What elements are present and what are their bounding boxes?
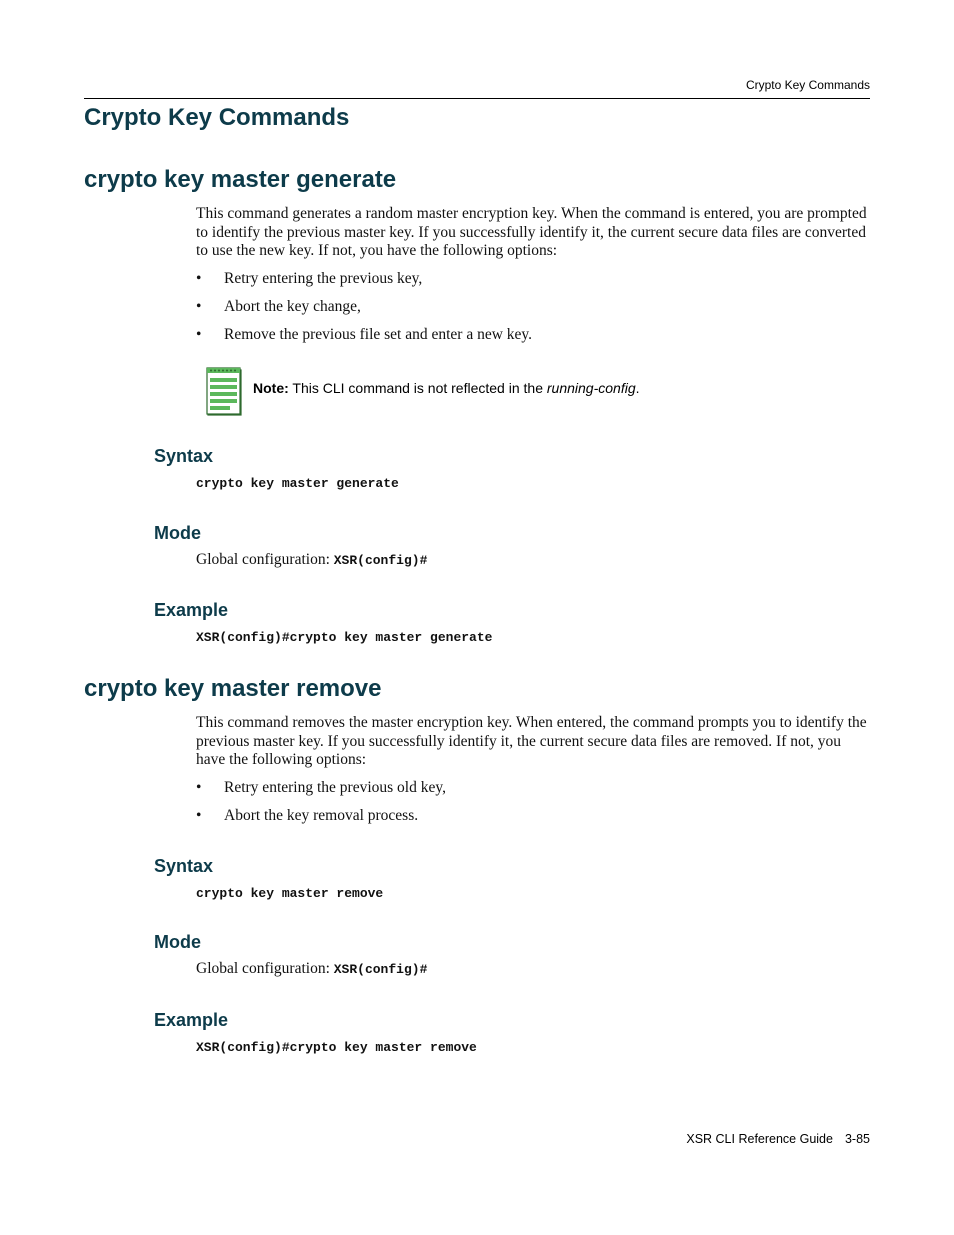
generate-title: crypto key master generate xyxy=(84,166,397,193)
remove-option: • Abort the key removal process. xyxy=(196,807,419,824)
page-number: 3-85 xyxy=(844,1132,870,1146)
note-text: This CLI command is not reflected in the xyxy=(292,380,543,396)
generate-mode: Global configuration: XSR(config)# xyxy=(196,551,428,568)
bullet-icon: • xyxy=(196,298,202,315)
generate-description: This command generates a random master encryption key. When the command is entered, you are prompted to identify the previous master key. If you successfully identify it, the current secure data files are converted to use the new key. If not, you have the following options: xyxy=(196,205,867,259)
notepad-icon xyxy=(205,366,243,416)
remove-syntax-heading: Syntax xyxy=(154,856,214,876)
bullet-icon: • xyxy=(196,326,202,343)
bullet-icon: • xyxy=(196,807,202,824)
generate-example: XSR(config)#crypto key master generate xyxy=(196,630,493,645)
generate-option: • Remove the previous file set and enter a new key. xyxy=(196,326,533,343)
generate-option: • Retry entering the previous key, xyxy=(196,270,423,287)
remove-mode: Global configuration: XSR(config)# xyxy=(196,960,428,977)
generate-mode-heading: Mode xyxy=(154,523,201,543)
running-header: Crypto Key Commands xyxy=(745,78,870,92)
mode-prompt: XSR(config)# xyxy=(333,962,428,977)
note-italic: running-config xyxy=(546,380,636,396)
bullet-icon: • xyxy=(196,779,202,796)
generate-option: • Abort the key change, xyxy=(196,298,361,315)
mode-prompt: XSR(config)# xyxy=(333,553,428,568)
section-title: Crypto Key Commands xyxy=(84,104,350,131)
header-rule xyxy=(84,98,870,99)
generate-example-heading: Example xyxy=(154,600,229,620)
remove-syntax: crypto key master remove xyxy=(196,886,384,901)
remove-example-heading: Example xyxy=(154,1010,229,1030)
footer-guide: XSR CLI Reference Guide xyxy=(686,1132,833,1146)
remove-description: This command removes the master encryption key. When entered, the command prompts you to identify the previous master key. If you successfully identify it, the current secure data files are removed. If not, you have the following options: xyxy=(196,714,867,768)
remove-option: • Retry entering the previous old key, xyxy=(196,779,446,796)
bullet-icon: • xyxy=(196,270,202,287)
generate-syntax-heading: Syntax xyxy=(154,446,214,466)
remove-title: crypto key master remove xyxy=(84,675,382,702)
remove-example: XSR(config)#crypto key master remove xyxy=(196,1040,477,1055)
note: Note: This CLI command is not reflected in the running-config. xyxy=(253,380,640,396)
generate-syntax: crypto key master generate xyxy=(196,476,399,491)
remove-mode-heading: Mode xyxy=(154,932,201,952)
page-footer xyxy=(600,1132,870,1146)
note-label: Note: xyxy=(253,380,289,396)
